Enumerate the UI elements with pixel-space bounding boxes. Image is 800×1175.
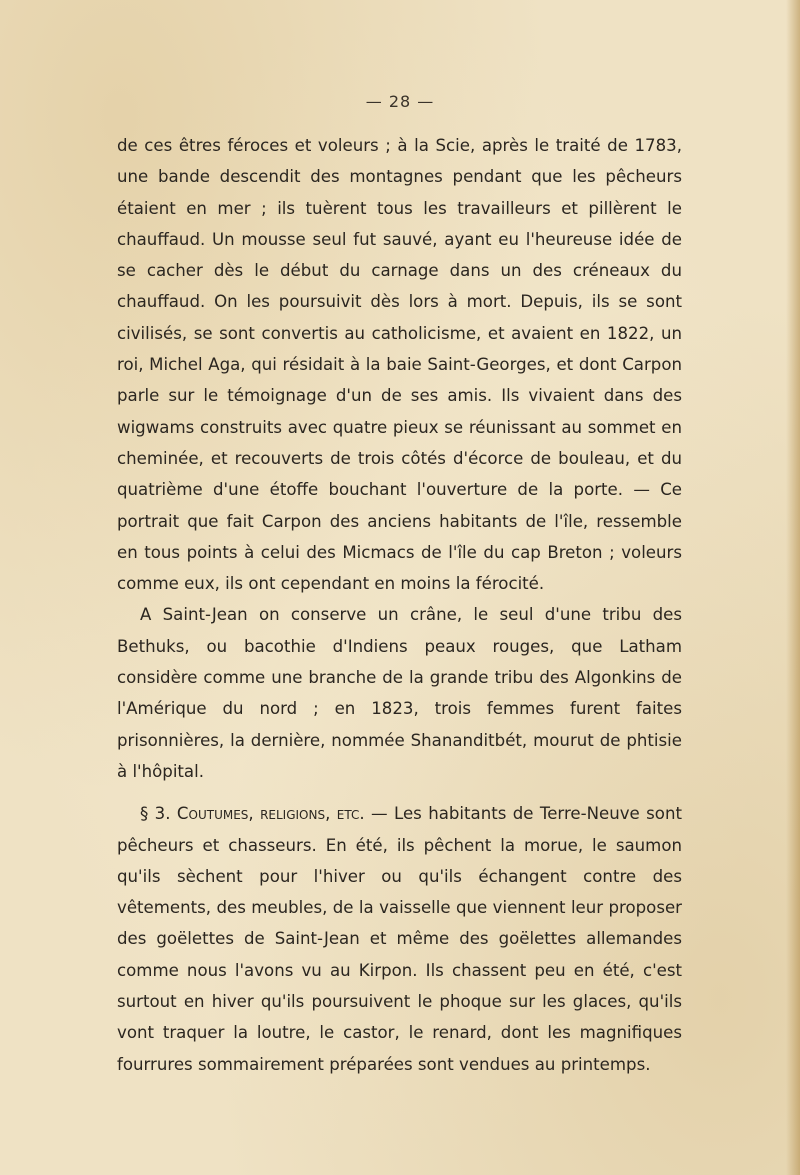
section-paragraph [117,798,682,1080]
section-text: Les habitants de Terre-Neuve sont pêcheurs et chasseurs. En été, ils pêchent la morue, le saumon qu'ils sèchent pour l'hiver ou qu'ils échangent contre des vêtements, des meubles, de la vaisselle que viennent leur proposer des goëlettes de Saint-Jean et même des goëlettes allemandes comme nous l'avons vu au Kirpon. Ils chassent peu en été, c'est surtout en hiver qu'ils poursuivent le phoque sur les glaces, qu'ils vont traquer la loutre, le castor, le renard, dont les magnifiques fourrures sommairement préparées sont vendues au printemps. [117,804,682,1074]
body-text [117,130,682,1080]
section-dash: — [364,804,394,824]
section-number: § 3. [140,804,171,824]
paragraph-1: de ces êtres féroces et voleurs ; à la Scie, après le traité de 1783, une bande descendit des montagnes pendant que les pêcheurs étaient en mer ; ils tuèrent tous les travailleurs et pillèrent le chauffaud. Un mousse seul fut sauvé, ayant eu l'heureuse idée de se cacher dès le début du carnage dans un des créneaux du chauffaud. On les poursuivit dès lors à mort. Depuis, ils se sont civilisés, se sont convertis au catholicisme, et avaient en 1822, un roi, Michel Aga, qui résidait à la baie Saint-Georges, et dont Carpon parle sur le témoignage d'un de ses amis. Ils vivaient dans des wigwams construits avec quatre pieux se réunissant au sommet en cheminée, et recouverts de trois côtés d'écorce de bouleau, et du quatrième d'une étoffe bouchant l'ouverture de la porte. — Ce portrait que fait Carpon des anciens habitants de l'île, ressemble en tous points à celui des Micmacs de l'île du cap Breton ; voleurs comme eux, ils ont cependant en moins la férocité. [117,136,682,594]
section-heading: Coutumes, religions, etc. [176,804,365,824]
paragraph-2: A Saint-Jean on conserve un crâne, le seul d'une tribu des Bethuks, ou bacothie d'Indiens peaux rouges, que Latham considère comme une branche de la grande tribu des Algonkins de l'Amérique du nord ; en 1823, trois femmes furent faites prisonnières, la dernière, nommée Shananditbét, mourut de phtisie à l'hôpital. [117,605,682,781]
page-edge-shadow [786,0,800,1175]
page-number: — 28 — [365,92,435,111]
